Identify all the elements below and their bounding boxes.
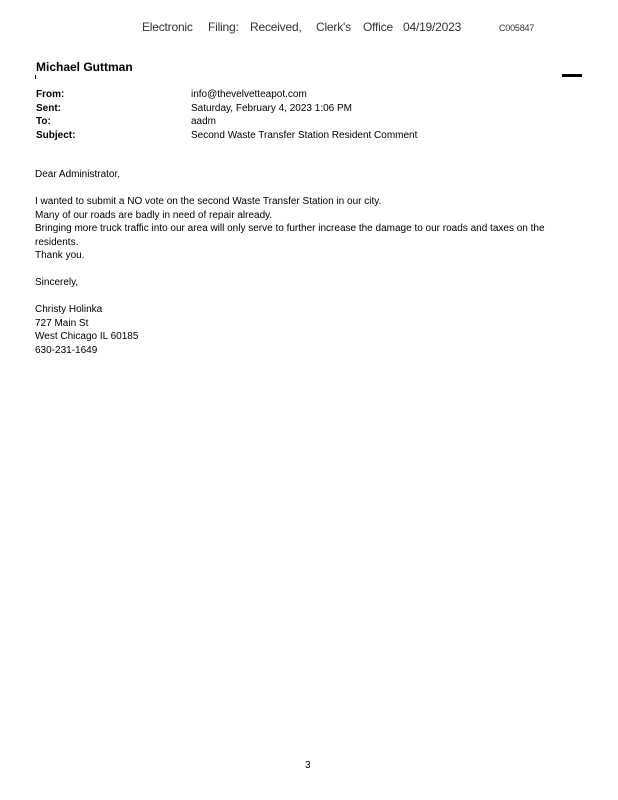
sent-value: Saturday, February 4, 2023 1:06 PM (191, 102, 353, 114)
stamp-doc-id: C005847 (499, 23, 535, 33)
from-value: info@thevelvetteapot.com (191, 89, 307, 100)
closing: Sincerely, (35, 277, 79, 288)
body-line-3: Bringing more truck traffic into our area will only serve to further increase the damage to our roads and taxes on the residents. (35, 223, 545, 248)
body-line-1: I wanted to submit a NO vote on the second Waste Transfer Station in our city. (35, 196, 382, 207)
stamp-clerks: Clerk's (316, 20, 351, 34)
spacer (35, 263, 575, 277)
sent-label: Sent: (36, 102, 61, 114)
from-label: From: (36, 89, 65, 100)
stamp-date: 04/19/2023 (403, 20, 462, 34)
greeting: Dear Administrator, (35, 169, 121, 180)
spacer (35, 182, 575, 196)
body-line-4: Thank you. (35, 250, 85, 261)
signature-street: 727 Main St (35, 317, 89, 329)
to-value: aadm (191, 116, 217, 127)
to-label: To: (36, 116, 51, 127)
stamp-office: Office (363, 20, 393, 34)
signature-name: Christy Holinka (35, 304, 103, 315)
stamp-received: Received, (250, 20, 302, 34)
sender-name: Michael Guttman (36, 60, 133, 74)
signature-city: West Chicago IL 60185 (35, 331, 139, 342)
header-tick (35, 75, 36, 79)
subject-value: Second Waste Transfer Station Resident Comment (191, 129, 418, 141)
subject-label: Subject: (36, 129, 76, 141)
page-number: 3 (305, 760, 311, 771)
body-line-2: Many of our roads are badly in need of repair already. (35, 209, 273, 221)
spacer (35, 290, 575, 304)
signature-phone: 630-231-1649 (35, 344, 98, 356)
stamp-filing: Filing: (208, 20, 239, 34)
stamp-electronic: Electronic (142, 20, 193, 34)
dash-mark (562, 74, 582, 77)
email-body (35, 168, 575, 357)
